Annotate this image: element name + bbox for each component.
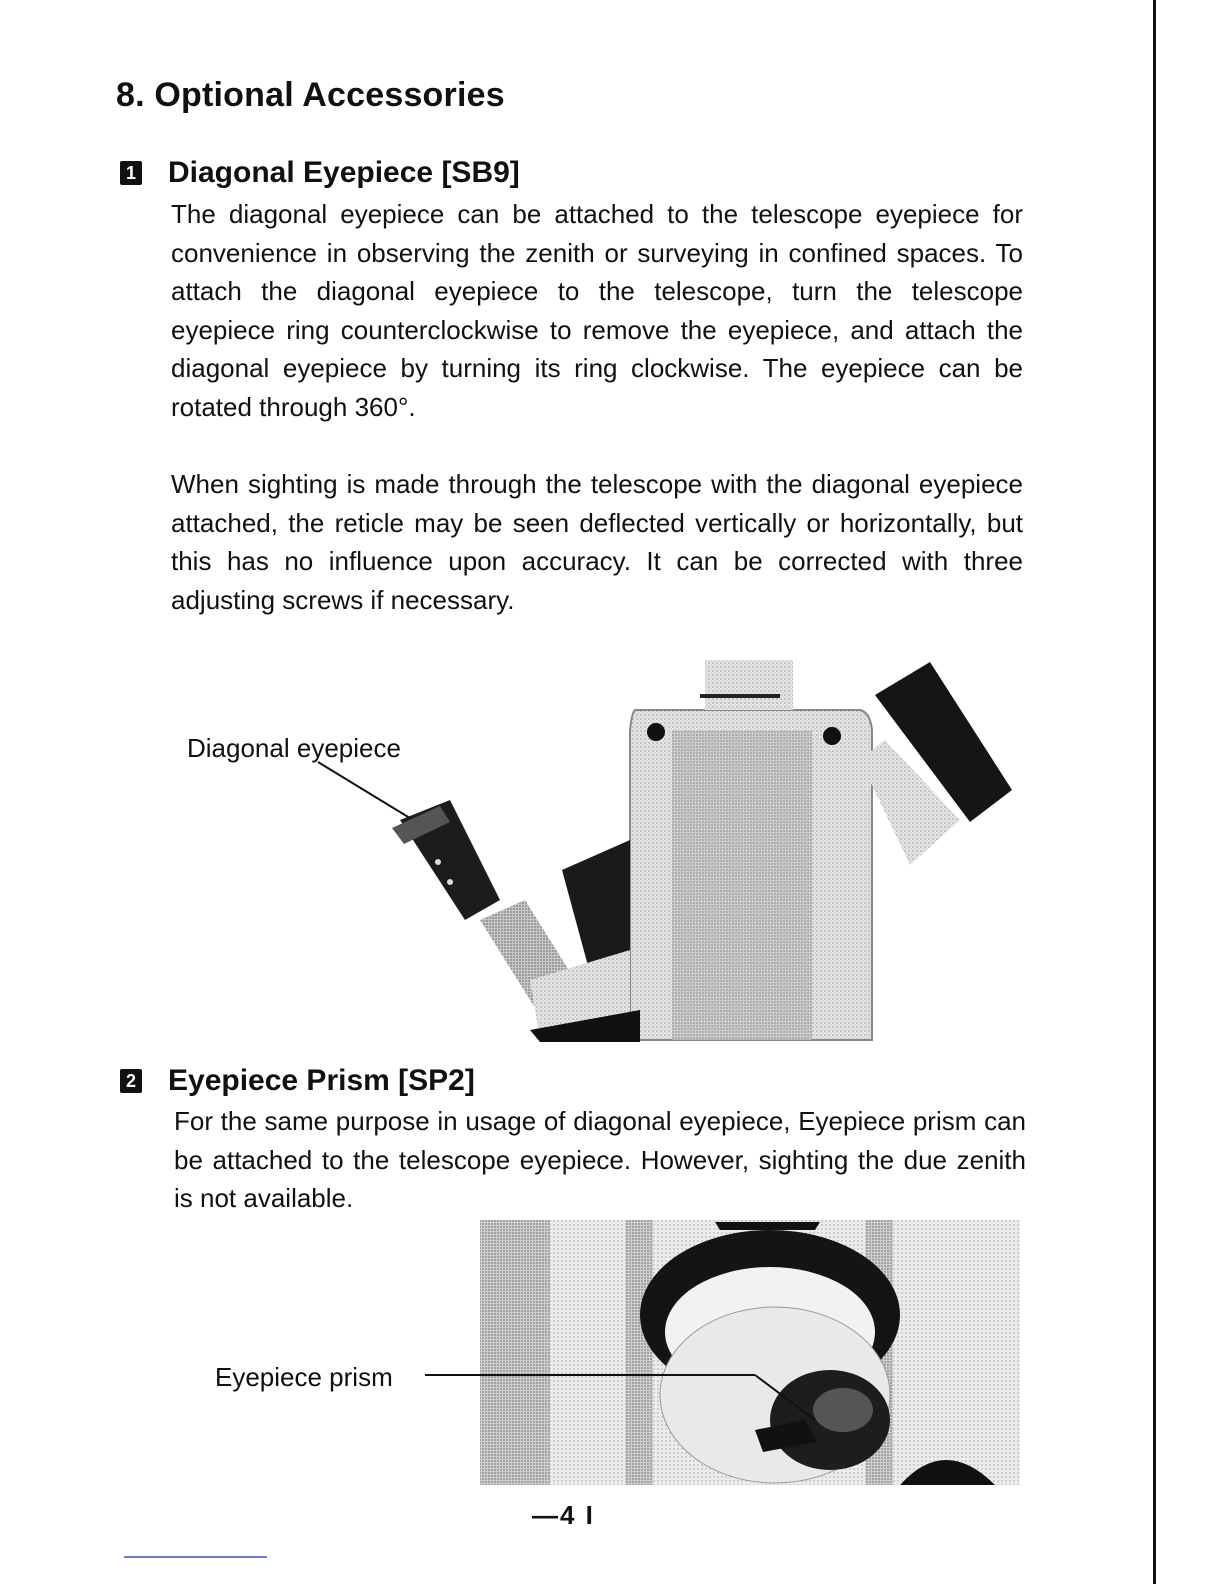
diagonal-eyepiece-paragraph-2: When sighting is made through the telescope with the diagonal eyepiece attached, the reticle may be seen deflected vertically or horizontally, but this has no influence upon accuracy. It can be corrected with three adjusting screws if necessary. xyxy=(171,469,1023,615)
page-number: —4 I xyxy=(532,1500,595,1530)
section-number-badge: 1 xyxy=(120,161,142,185)
section-heading-text: Diagonal Eyepiece [SB9] xyxy=(168,156,520,189)
section-heading-text: Eyepiece Prism [SP2] xyxy=(168,1064,475,1097)
diagonal-eyepiece-paragraph-1: The diagonal eyepiece can be attached to the telescope eyepiece for convenience in observing the zenith or surveying in confined spaces. To attach the diagonal eyepiece to the telescope, turn the telescope eyepiece ring counterclockwise to remove the eyepiece, and attach the diagonal eyepiece by turning its ring clockwise. The eyepiece can be rotated through 360°. xyxy=(171,199,1023,422)
page-title: 8. Optional Accessories xyxy=(116,76,505,114)
section-number-badge: 2 xyxy=(120,1069,142,1093)
page-edge-rule xyxy=(1153,0,1156,1584)
bottom-rule xyxy=(124,1556,267,1558)
diagonal-eyepiece-caption: Diagonal eyepiece xyxy=(187,733,401,763)
eyepiece-prism-photo xyxy=(425,1220,1020,1490)
diagonal-eyepiece-photo xyxy=(300,650,1020,1045)
eyepiece-prism-caption: Eyepiece prism xyxy=(215,1362,393,1392)
section-heading-diagonal-eyepiece xyxy=(120,156,520,190)
eyepiece-prism-paragraph: For the same purpose in usage of diagonal eyepiece, Eyepiece prism can be attached to the telescope eyepiece. However, sighting the due zenith is not available. xyxy=(174,1106,1026,1213)
section-heading-eyepiece-prism xyxy=(120,1064,475,1098)
